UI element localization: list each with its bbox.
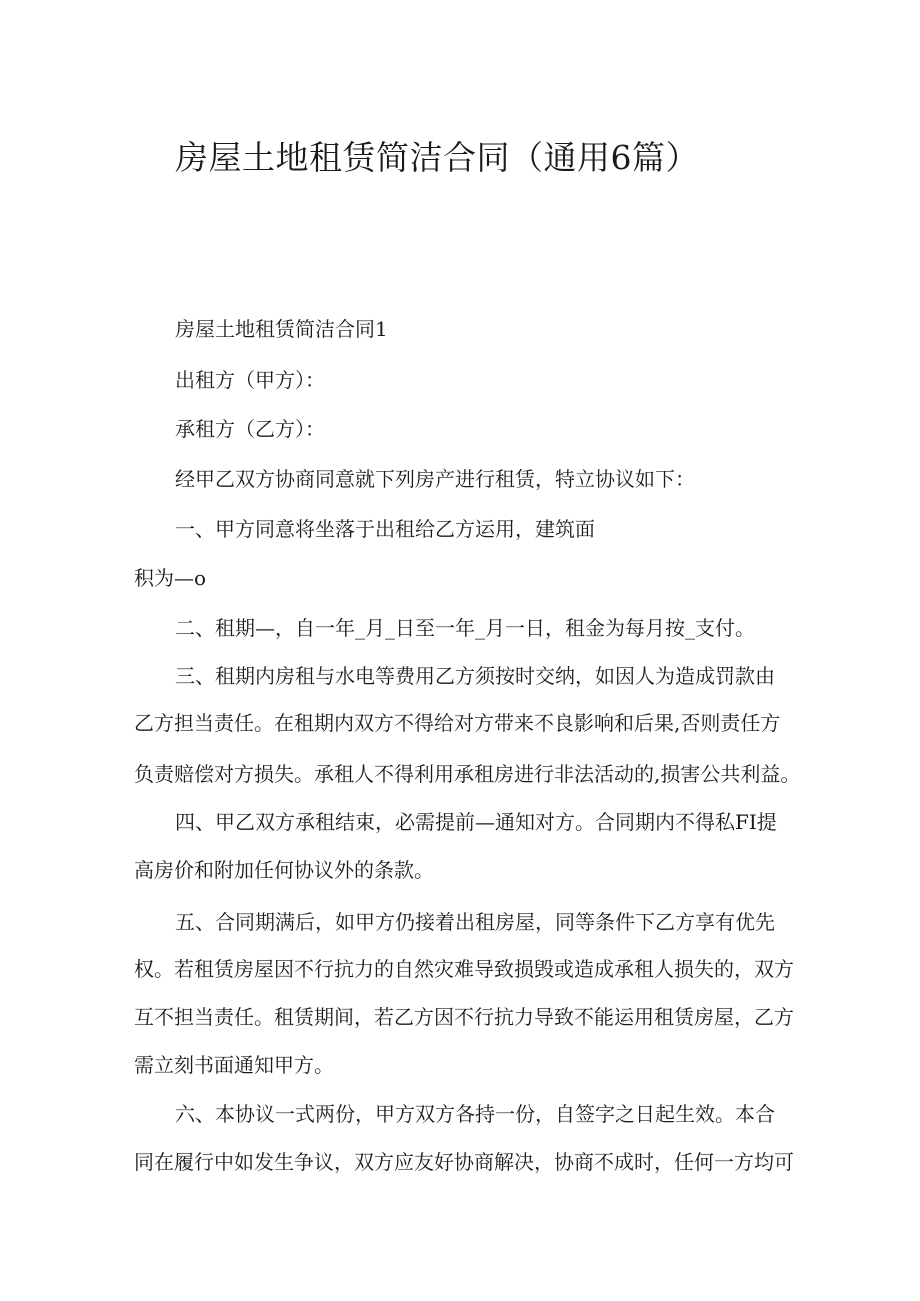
clause-3-line-3: 负责赔偿对方损失。承租人不得利用承租房进行非法活动的,损害公共利益。: [134, 762, 801, 786]
clause-1-line-2: 积为—o: [134, 566, 207, 590]
document-title: 房屋土地租赁简洁合同（通用6篇）: [175, 138, 699, 177]
section-heading: 房屋土地租赁简洁合同1: [175, 317, 388, 341]
clause-3-line-2: 乙方担当责任。在租期内双方不得给对方带来不良影响和后果,否则责任方: [134, 711, 781, 735]
lessor-line: 出租方（甲方）：: [175, 368, 325, 392]
clause-6-line-2: 同在履行中如发生争议，双方应友好协商解决，协商不成时，任何一方均可: [134, 1150, 794, 1174]
clause-5-line-3: 互不担当责任。租赁期间，若乙方因不行抗力导致不能运用租赁房屋，乙方: [134, 1005, 794, 1029]
clause-2-line-1: 二、租期—，自一年_月_日至一年_月一日，租金为每月按_支付。: [175, 616, 755, 640]
clause-3-line-1: 三、租期内房租与水电等费用乙方须按时交纳，如因人为造成罚款由: [175, 664, 775, 688]
clause-5-line-2: 权。若租赁房屋因不行抗力的自然灾难导致损毁或造成承租人损失的，双方: [134, 957, 794, 981]
clause-6-line-1: 六、本协议一式两份，甲方双方各持一份，自签字之日起生效。本合: [175, 1102, 775, 1126]
intro-line: 经甲乙双方协商同意就下列房产进行租赁，特立协议如下：: [175, 467, 695, 491]
clause-4-line-1: 四、甲乙双方承租结束，必需提前—通知对方。合同期内不得私FI提: [175, 810, 777, 834]
clause-5-line-4: 需立刻书面通知甲方。: [134, 1053, 334, 1077]
clause-1-line-1: 一、甲方同意将坐落于出租给乙方运用，建筑面: [175, 517, 595, 541]
lessee-line: 承租方（乙方）：: [175, 417, 325, 441]
clause-4-line-2: 高房价和附加任何协议外的条款。: [134, 858, 434, 882]
clause-5-line-1: 五、合同期满后，如甲方仍接着出租房屋，同等条件下乙方享有优先: [175, 910, 775, 934]
